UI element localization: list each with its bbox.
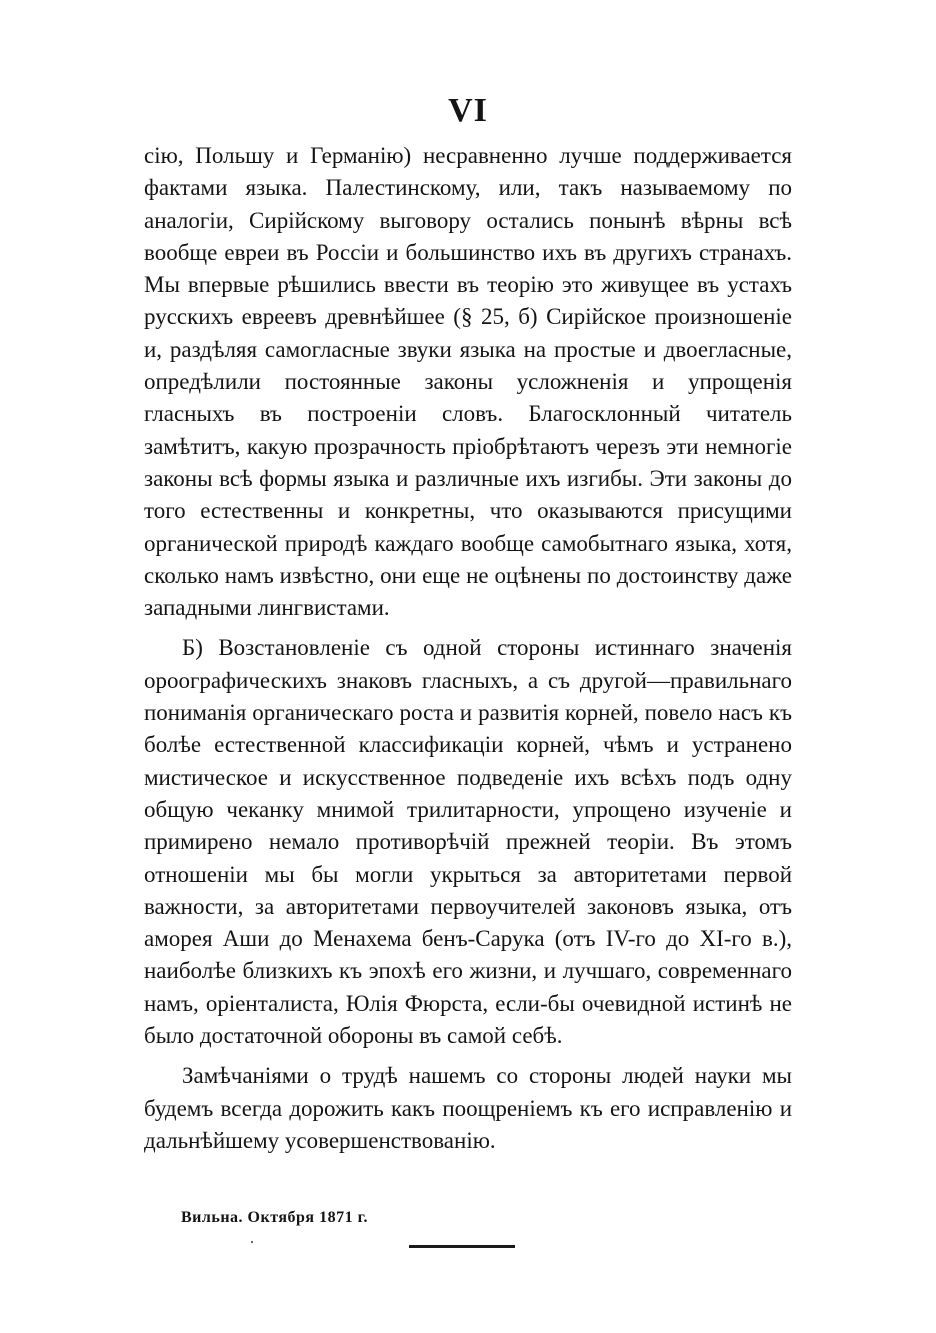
paragraph-continued: сію, Польшу и Германію) несравненно лучше поддерживается фактами языка. Палестинскому, или, такъ называемому по аналогіи, Сирійскому выговору остались понынѣ вѣрны всѣ вообще евреи въ Россіи и большинство ихъ въ другихъ странахъ. Мы впервые рѣшились ввести въ теорію это живущее въ устахъ русскихъ евреевъ древнѣйшее (§ 25, б) Сирійское произношеніе и, раздѣляя самогласные звуки языка на простые и двоегласные, опредѣлили постоянные законы усложненія и упрощенія гласныхъ въ построеніи словъ. Благосклонный читатель замѣтитъ, какую прозрачность пріобрѣтаютъ черезъ эти немногіе законы всѣ формы языка и различные ихъ изгибы. Эти законы до того естественны и конкретны, что оказываются присущими органической природѣ каждаго вообще самобытнаго языка, хотя, сколько намъ извѣстно, они еще не оцѣнены по достоинству даже западными лингвистами. <box>144 143 792 621</box>
place-date-signature: Вильна. Октября 1871 г. <box>181 1209 369 1226</box>
paragraph-b: Б) Возстановленіе съ одной стороны истиннаго значенія ороографическихъ знаковъ гласныхъ, а съ другой—правильнаго пониманія органическаго роста и развитія корней, повело насъ къ болѣе естественной классификаціи корней, чѣмъ и устранено мистическое и искусственное подведеніе ихъ всѣхъ подъ одну общую чеканку мнимой трилитарности, упрощено изученіе и примирено немало противорѣчій прежней теоріи. Въ этомъ отношеніи мы бы могли укрыться за авторитетами первой важности, за авторитетами первоучителей законовъ языка, отъ аморея Аши до Менахема бенъ-Сарука (отъ IV-го до XI-го в.), наиболѣе близкихъ къ эпохѣ его жизни, и лучшаго, современнаго намъ, оріенталиста, Юлія Фюрста, если-бы очевидной истинѣ не было достаточной обороны въ самой себѣ. <box>144 635 792 1049</box>
page-number: VI <box>448 92 488 129</box>
paragraph-spacer <box>144 1052 792 1060</box>
paragraph-spacer <box>144 624 792 632</box>
ink-speck <box>251 1241 253 1243</box>
paragraph-closing: Замѣчаніями о трудѣ нашемъ со стороны людей науки мы будемъ всегда дорожить какъ поощреніемъ къ его исправленію и дальнѣйшему усовершенствованію. <box>144 1063 792 1153</box>
body-text <box>144 140 792 1157</box>
end-rule-divider <box>409 1245 515 1248</box>
